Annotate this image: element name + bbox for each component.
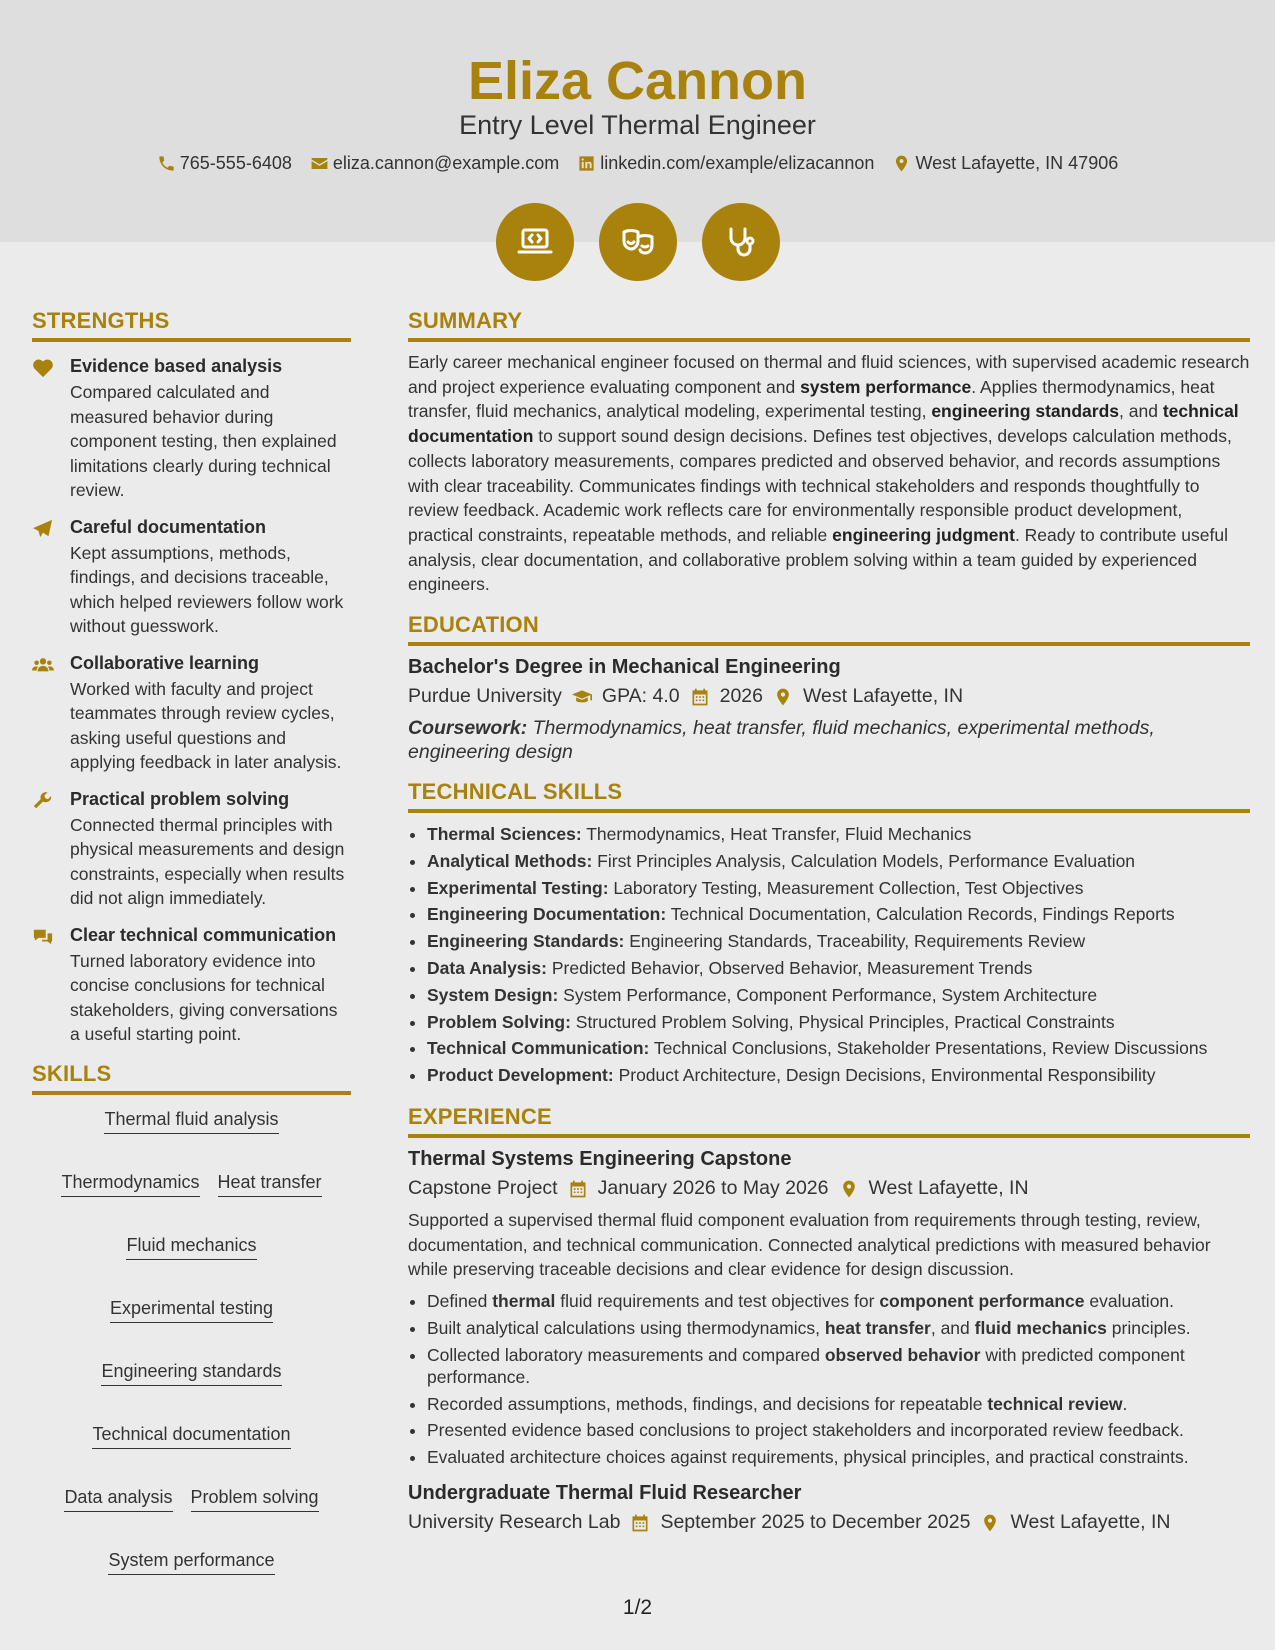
- education-meta: [408, 685, 1250, 708]
- skill-tag: Problem solving: [191, 1487, 319, 1512]
- list-item: • Presented evidence based conclusions to project stakeholders and incorporated review feedback.: [427, 1419, 1250, 1441]
- candidate-name: Eliza Cannon: [467, 51, 808, 111]
- map-pin-icon: [980, 1513, 1000, 1533]
- experience-section: [408, 1104, 1250, 1534]
- contact-email[interactable]: [310, 153, 559, 174]
- list-item: • Experimental Testing: Laboratory Testing, Measurement Collection, Test Objectives: [427, 875, 1250, 902]
- strength-desc: Connected thermal principles with physical measurements and design constraints, especially when results did not align immediately.: [70, 814, 345, 908]
- calendar-icon: [568, 1179, 588, 1199]
- strength-item: [32, 356, 351, 503]
- education-heading: EDUCATION: [408, 612, 1250, 646]
- map-pin-icon: [892, 154, 911, 173]
- summary-section: [408, 308, 1250, 597]
- list-item: • Problem Solving: Structured Problem Solving, Physical Principles, Practical Constraints: [427, 1009, 1250, 1036]
- job-meta: [408, 1177, 1250, 1200]
- skill-tags: [32, 1109, 351, 1575]
- skills-heading: SKILLS: [32, 1061, 351, 1095]
- left-column: [32, 308, 351, 1575]
- list-item: • Data Analysis: Predicted Behavior, Observed Behavior, Measurement Trends: [427, 955, 1250, 982]
- location-text: West Lafayette, IN 47906: [915, 153, 1119, 173]
- list-item: • Defined thermal fluid requirements and test objectives for component performance evaluation.: [427, 1290, 1250, 1312]
- job-role: Undergraduate Thermal Fluid Researcher: [408, 1482, 802, 1505]
- strength-item: [32, 925, 351, 1047]
- right-column: [408, 308, 1250, 1534]
- skill-tag: Data analysis: [64, 1487, 172, 1512]
- masks-theater-icon: [599, 203, 677, 281]
- contact-row: [0, 153, 1275, 174]
- map-pin-icon: [839, 1179, 859, 1199]
- strength-item: [32, 653, 351, 775]
- summary-text: Early career mechanical engineer focused on thermal and fluid sciences, with supervised academic research and project experience evaluating component and system performance. Applies thermodynamics, heat transfer, fluid mechanics, analytical modeling, experimental testing, engineering standards, and technical documentation to support sound design decisions. Defines test objectives, develops calculation methods, collects laboratory measurements, compares predicted and observed behavior, and records assumptions with clear traceability. Communicates findings with technical stakeholders and responds thoughtfully to review feedback. Academic work reflects care for environmentally responsible product development, practical constraints, repeatable methods, and reliable engineering judgment. Ready to contribute useful analysis, clear documentation, and collaborative problem solving within a team guided by experienced engineers.: [408, 352, 1250, 595]
- graduation-year: 2026: [719, 685, 763, 708]
- phone-text: 765-555-6408: [179, 153, 292, 173]
- skill-tag: Experimental testing: [110, 1298, 273, 1323]
- job-entry: [408, 1482, 1250, 1534]
- strength-title: Practical problem solving: [70, 788, 290, 809]
- job-org: University Research Lab: [408, 1511, 621, 1534]
- job-location: West Lafayette, IN: [868, 1177, 1029, 1199]
- job-bullets: [408, 1290, 1250, 1468]
- strength-desc: Worked with faculty and project teammates through review cycles, asking useful questions and applying feedback in later analysis.: [70, 678, 342, 772]
- strengths-list: [32, 356, 351, 1047]
- list-item: • System Design: System Performance, Component Performance, System Architecture: [427, 982, 1250, 1009]
- list-item: • Recorded assumptions, methods, findings, and decisions for repeatable technical review.: [427, 1393, 1250, 1415]
- list-item: • Product Development: Product Architecture, Design Decisions, Environmental Responsibility: [427, 1062, 1250, 1089]
- calendar-icon: [690, 687, 710, 707]
- list-item: • Engineering Standards: Engineering Standards, Traceability, Requirements Review: [427, 928, 1250, 955]
- job-org: Capstone Project: [408, 1177, 558, 1199]
- contact-phone[interactable]: [157, 153, 292, 174]
- paper-plane-icon: [32, 517, 70, 639]
- page-number: 1/2: [622, 1596, 653, 1619]
- job-entry: [408, 1148, 1250, 1468]
- list-item: • Evaluated architecture choices against requirements, physical principles, and practical constraints.: [427, 1446, 1250, 1468]
- contact-linkedin[interactable]: [577, 153, 874, 174]
- school-location: West Lafayette, IN: [802, 685, 964, 708]
- phone-icon: [157, 154, 176, 173]
- strengths-heading: STRENGTHS: [32, 308, 351, 342]
- list-item: • Collected laboratory measurements and compared observed behavior with predicted component performance.: [427, 1344, 1250, 1388]
- summary-heading: SUMMARY: [408, 308, 1250, 342]
- technical-skills-list: [408, 821, 1250, 1089]
- linkedin-icon: [577, 154, 596, 173]
- skill-tag: System performance: [108, 1550, 274, 1575]
- strength-desc: Turned laboratory evidence into concise conclusions for technical stakeholders, giving conversations a useful starting point.: [70, 950, 338, 1044]
- skills-section: [32, 1061, 351, 1575]
- list-item: • Engineering Documentation: Technical Documentation, Calculation Records, Findings Reports: [427, 901, 1250, 928]
- strength-desc: Compared calculated and measured behavior during component testing, then explained limitations clearly during technical review.: [70, 382, 337, 500]
- calendar-icon: [630, 1513, 650, 1533]
- strength-desc: Kept assumptions, methods, findings, and decisions traceable, which helped reviewers follow work without guesswork.: [70, 542, 344, 636]
- strength-title: Clear technical communication: [70, 924, 337, 945]
- job-summary: Supported a supervised thermal fluid component evaluation from requirements through testing, review, documentation, and technical communication. Connected analytical predictions with measured behavior while preserving traceable decisions and clear evidence for design discussion.: [408, 1210, 1211, 1280]
- education-section: [408, 612, 1250, 764]
- gpa: GPA: 4.0: [601, 685, 680, 708]
- list-item: • Thermal Sciences: Thermodynamics, Heat Transfer, Fluid Mechanics: [427, 821, 1250, 848]
- job-dates: January 2026 to May 2026: [597, 1177, 829, 1199]
- linkedin-text: linkedin.com/example/elizacannon: [600, 153, 875, 173]
- technical-skills-section: [408, 779, 1250, 1089]
- list-item: • Built analytical calculations using thermodynamics, heat transfer, and fluid mechanics principles.: [427, 1317, 1250, 1339]
- school-name: Purdue University: [408, 685, 562, 708]
- laptop-code-icon: [496, 203, 574, 281]
- strength-title: Careful documentation: [70, 516, 267, 537]
- list-item: • Technical Communication: Technical Conclusions, Stakeholder Presentations, Review Discussions: [427, 1035, 1250, 1062]
- contact-location: [892, 153, 1118, 174]
- users-icon: [32, 653, 70, 775]
- heart-icon: [32, 356, 70, 503]
- experience-heading: EXPERIENCE: [408, 1104, 1250, 1138]
- job-location: West Lafayette, IN: [1010, 1511, 1171, 1534]
- strength-item: [32, 789, 351, 911]
- wrench-icon: [32, 789, 70, 911]
- strength-item: [32, 517, 351, 639]
- map-pin-icon: [773, 687, 793, 707]
- job-meta: [408, 1511, 1250, 1534]
- degree-title: Bachelor's Degree in Mechanical Engineering: [408, 656, 841, 679]
- stethoscope-icon: [702, 203, 780, 281]
- list-item: • Analytical Methods: First Principles Analysis, Calculation Models, Performance Evaluation: [427, 848, 1250, 875]
- graduation-cap-icon: [572, 687, 592, 707]
- strength-title: Collaborative learning: [70, 652, 260, 673]
- job-dates: September 2025 to December 2025: [660, 1511, 971, 1534]
- technical-skills-heading: TECHNICAL SKILLS: [408, 779, 1250, 813]
- skill-tag: Engineering standards: [101, 1361, 281, 1386]
- comments-icon: [32, 925, 70, 1047]
- email-text: eliza.cannon@example.com: [332, 153, 560, 173]
- envelope-icon: [310, 154, 329, 173]
- skill-tag: Heat transfer: [218, 1172, 322, 1197]
- skill-tag: Technical documentation: [92, 1424, 290, 1449]
- strengths-section: [32, 308, 351, 1047]
- skill-tag: Thermodynamics: [61, 1172, 199, 1197]
- interest-icons: [0, 203, 1275, 281]
- coursework: Coursework: Thermodynamics, heat transfer, fluid mechanics, experimental methods, engineering design: [408, 717, 1155, 764]
- skill-tag: Thermal fluid analysis: [104, 1109, 278, 1134]
- job-title: Entry Level Thermal Engineer: [459, 110, 816, 140]
- skill-tag: Fluid mechanics: [126, 1235, 256, 1260]
- job-role: Thermal Systems Engineering Capstone: [408, 1148, 792, 1170]
- strength-title: Evidence based analysis: [70, 356, 283, 376]
